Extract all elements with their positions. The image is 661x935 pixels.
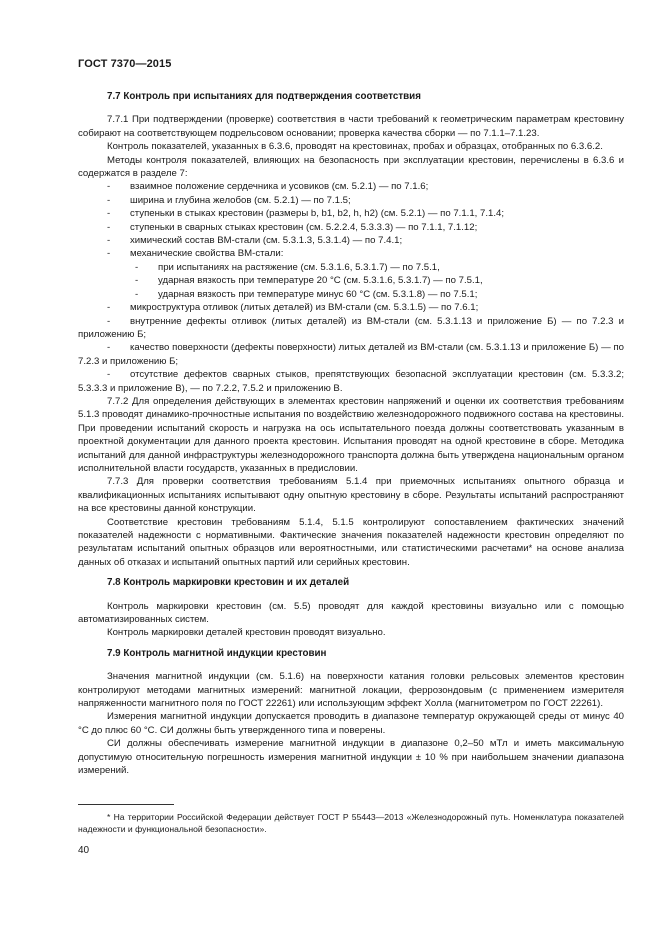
list-item: - внутренние дефекты отливок (литых деталей) из ВМ-стали (см. 5.3.1.13 и приложение Б) — по 7.2.3 и приложению Б; [78,315,624,340]
list-item: - ступеньки в сварных стыках крестовин (см. 5.2.2.4, 5.3.3.3) — по 7.1.1, 7.1.12; [107,221,478,233]
list-item: - отсутствие дефектов сварных стыков, препятствующих безопасной эксплуатации крестовин (см. 5.3.3.2; 5.3.3.3 и приложение В), — по 7.2.2, 7.5.2 и приложению В. [78,369,624,394]
list-item: - взаимное положение сердечника и усовиков (см. 5.2.1) — по 7.1.6; [107,181,429,193]
paragraph: Значения магнитной индукции (см. 5.1.6) на поверхности катания головки рельсовых элементов крестовин контролируют методами магнитных измерений: магнитной локации, феррозондовым (с применением измерителя напряженности магнитного поля по ГОСТ 22261) или использующим эффект Холла (магнитометром по ГОСТ 22261). [78,671,624,710]
paragraph-7-7-1: 7.7.1 При подтверждении (проверке) соответствия в части требований к геометрическим параметрам крестовину собирают на соответствующем подрельсовом основании; проверка качества сборки — по 7.1.1–7.1.23. [78,114,624,139]
list-item: - микроструктура отливок (литых деталей) из ВМ-стали (см. 5.3.1.5) — по 7.6.1; [107,302,479,314]
paragraph: Соответствие крестовин требованиям 5.1.4, 5.1.5 контролируют сопоставлением фактических значений показателей надежности с нормативными. Фактические значения показателей надежности крестовин определяют по результатам испытаний опытных образцов или вероятностными, или статистическими расчетами* на основе анализа данных об отказах и испытаний опытных партий или серийных крестовин. [78,516,624,568]
paragraph-7-7-2: 7.7.2 Для определения действующих в элементах крестовин напряжений и оценки их соответствия требованиям 5.1.3 проводят динамико-прочностные испытания по воздействию железнодорожного подвижного состава на крестовины. При проведении испытаний скорость и нагрузка на ось испытательного поезда должны соответствовать указанным в проектной документации для данного проекта крестовин. Испытания проводят на одной крестовине в сборе. Методика испытаний для данной инфраструктуры железнодорожного транспорта должна быть утверждена национальным органом исполнительной власти государств, указанных в предисловии. [78,395,624,474]
page-content [78,90,624,778]
sub-list-item: - ударная вязкость при температуре 20 °С (см. 5.3.1.6, 5.3.1.7) — по 7.5.1, [135,275,483,287]
paragraph: Контроль маркировки крестовин (см. 5.5) проводят для каждой крестовины визуально или с помощью автоматизированных систем. [78,600,624,626]
list-item: - качество поверхности (дефекты поверхности) литых деталей из ВМ-стали (см. 5.3.1.13 и приложение Б) — по 7.2.3 и приложению Б; [78,342,624,367]
footnote-text: * На территории Российской Федерации действует ГОСТ Р 55443—2013 «Железнодорожный путь. Номенклатура показателей надежности и функциональной безопасности». [78,812,624,834]
list-item: - ступеньки в стыках крестовин (размеры b, b1, b2, h, h2) (см. 5.2.1) — по 7.1.1, 7.1.4; [107,208,505,220]
list-item: - химический состав ВМ-стали (см. 5.3.1.3, 5.3.1.4) — по 7.4.1; [107,235,403,247]
page-number: 40 [78,845,90,856]
paragraph-7-7-3: 7.7.3 Для проверки соответствия требованиям 5.1.4 при приемочных испытаниях опытного образца и квалификационных испытаниях испытывают одну опытную крестовину в сборе. Результаты испытаний распространяют на все крестовины данной конструкции. [78,476,624,515]
paragraph: Контроль маркировки деталей крестовин проводят визуально. [107,627,386,639]
paragraph: Контроль показателей, указанных в 6.3.6, проводят на крестовинах, пробах и образцах, отобранных по 6.3.6.2. [107,141,603,153]
footnote-separator [78,804,174,805]
section-7-9-title: 7.9 Контроль магнитной индукции крестовин [107,647,327,659]
paragraph: СИ должны обеспечивать измерение магнитной индукции в диапазоне 0,2–50 мТл и иметь максимальную допустимую относительную погрешность измерения магнитной индукции ± 10 % при наибольшем значении диапазона измерений. [78,738,624,777]
list-item: - ширина и глубина желобов (см. 5.2.1) — по 7.1.5; [107,194,351,206]
sub-list-item: - при испытаниях на растяжение (см. 5.3.1.6, 5.3.1.7) — по 7.5.1, [135,261,440,273]
list-item: - механические свойства ВМ-стали: [107,248,284,260]
document-header: ГОСТ 7370—2015 [78,58,172,70]
paragraph: Методы контроля показателей, влияющих на безопасность при эксплуатации крестовин, перечислены в 6.3.6 и содержатся в разделе 7: [78,154,624,180]
sub-list-item: - ударная вязкость при температуре минус 60 °С (см. 5.3.1.8) — по 7.5.1; [135,288,478,300]
paragraph: Измерения магнитной индукции допускается проводить в диапазоне температур окружающей среды от минус 40 °С до плюс 60 °С. СИ должны быть утвержденного типа и поверены. [78,711,624,736]
footnote [78,811,624,835]
section-7-7-title: 7.7 Контроль при испытаниях для подтверждения соответствия [107,91,421,102]
section-7-8-title: 7.8 Контроль маркировки крестовин и их деталей [107,577,350,589]
